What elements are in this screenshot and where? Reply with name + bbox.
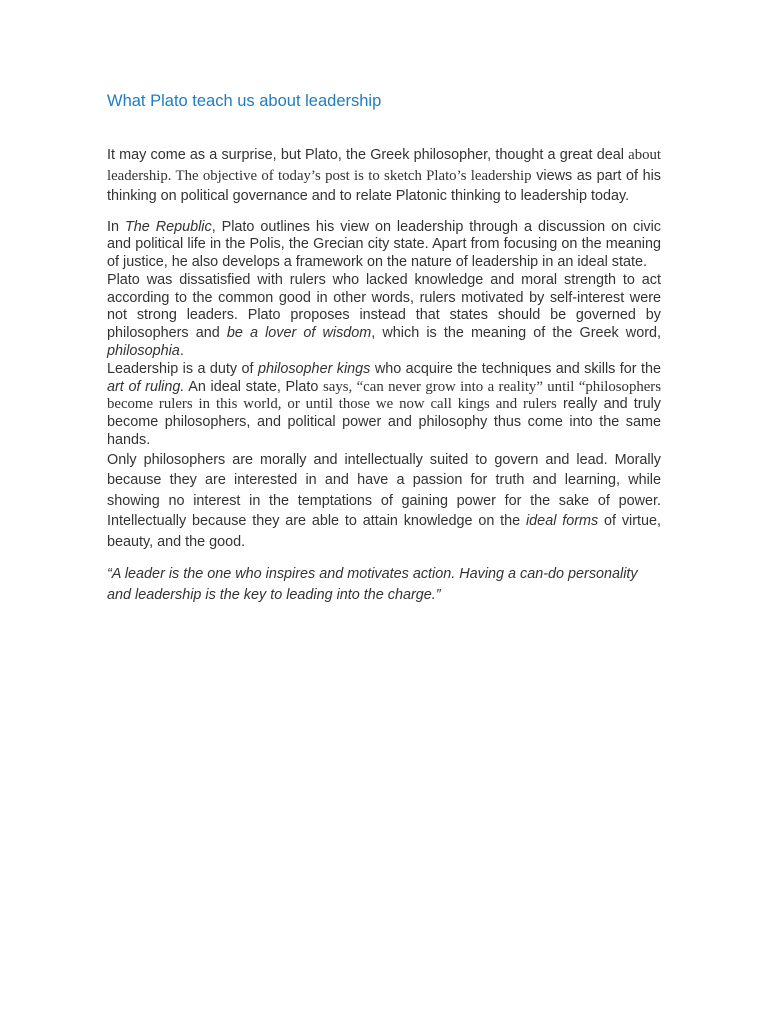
leadership-quote: “A leader is the one who inspires and motivates action. Having a can-do personality and leadership is the key to leading into the charge.” [107, 566, 638, 603]
intro-text-b: about leadership. The objective of today’s post is to sketch Plato’s leadership [107, 147, 661, 184]
art-of-ruling: art of ruling. [107, 378, 185, 395]
rulers-text-a: Plato was dissatisfied with rulers who lacked knowledge and moral strength to act according to the common good in other words, rulers motivated by self-interest were not strong leaders. Plato proposes instead that states should be governed by philosophers and [107, 271, 661, 342]
ideal-forms: ideal forms [525, 513, 599, 530]
page-title: What Plato teach us about leadership [107, 92, 382, 110]
kings-text-b: who acquire the techniques and skills for the [370, 360, 661, 377]
intro-text-c: views as part of his thinking on political governance and to relate Platonic thinking to leadership today. [107, 167, 661, 204]
philosophers-text-a: Only philosophers are morally and intellectually suited to govern and lead. Morally because they are interested in and have a passion for truth and learning, while showing no interest in the temptations of gaining power for the sake of power. Intellectually because they are able to attain knowledge on the [107, 451, 661, 530]
paragraph-philosopher-kings [107, 361, 661, 450]
paragraph-republic [107, 219, 661, 272]
kings-serif-quote: says, “can never grow into a reality” until “philosophers become rulers in this world, or until those we now call kings and rulers [107, 378, 661, 413]
republic-lead: In [107, 218, 125, 235]
lover-of-wisdom: be a lover of wisdom [226, 325, 372, 342]
republic-text: , Plato outlines his view on leadership through a discussion on civic and political life in the Polis, the Grecian city state. Apart from focusing on the meaning of justice, he also develops a framework on the nature of leadership in an ideal state. [107, 218, 661, 271]
philosophia-word: philosophia [107, 343, 180, 360]
kings-text-a: Leadership is a duty of [107, 360, 258, 377]
kings-text-d: really and truly become philosophers, and political power and philosophy thus come into the same hands. [107, 396, 661, 449]
intro-text-a: It may come as a surprise, but Plato, the Greek philosopher, thought a great deal [107, 147, 624, 163]
philosopher-kings: philosopher kings [257, 360, 371, 377]
paragraph-rulers [107, 272, 661, 361]
paragraph-intro [107, 145, 661, 207]
document-body [107, 92, 661, 605]
philosophers-text-b: of virtue, beauty, and the good. [107, 513, 662, 550]
rulers-text-c: . [179, 343, 184, 360]
kings-text-c: An ideal state, Plato [184, 378, 324, 395]
republic-title: The Republic [124, 218, 212, 235]
rulers-text-b: , which is the meaning of the Greek word, [371, 325, 661, 342]
paragraph-philosophers [107, 450, 661, 553]
